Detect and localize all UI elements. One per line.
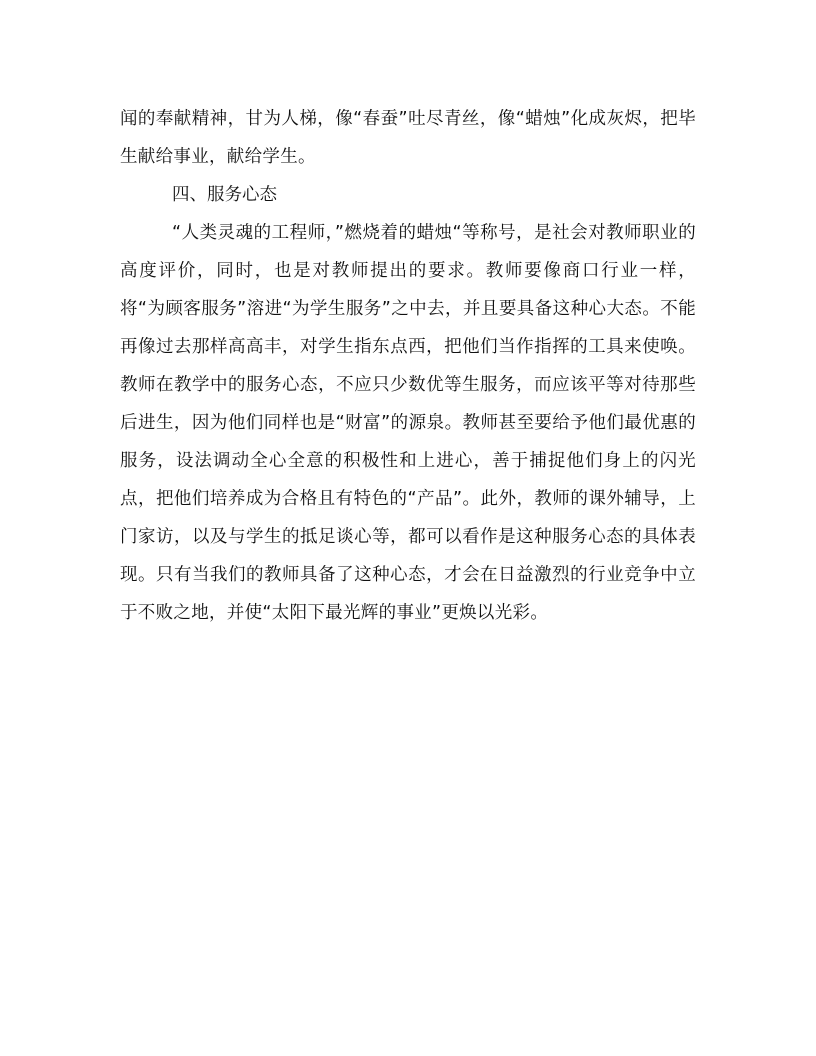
section-heading: 四、服务心态 bbox=[172, 185, 277, 205]
paragraph-continued: 闻的奉献精神，甘为人梯，像“春蚕”吐尽青丝，像“蜡烛”化成灰烬，把毕生献给事业，献给学生。 bbox=[120, 109, 696, 167]
paragraph-service-mindset: “人类灵魂的工程师，”燃烧着的蜡烛“等称号，是社会对教师职业的高度评价，同时，也是对教师提出的要求。教师要像商口行业一样，将“为顾客服务”溶进“为学生服务”之中去，并且要具备这种心大态。不能再像过去那样高高丰，对学生指东点西，把他们当作指挥的工具来使唤。教师在教学中的服务心态，不应只少数优等生服务，而应该平等对待那些后进生，因为他们同样也是“财富”的源泉。教师甚至要给予他们最优惠的服务，设法调动全心全意的积极性和上进心，善于捕捉他们身上的闪光点，把他们培养成为合格且有特色的“产品”。此外，教师的课外辅导，上门家访，以及与学生的抵足谈心等，都可以看作是这种服务心态的具体表现。只有当我们的教师具备了这种心态，才会在日益激烈的行业竞争中立于不败之地，并使“太阳下最光辉的事业”更焕以光彩。 bbox=[120, 223, 696, 623]
document-body bbox=[120, 100, 696, 632]
